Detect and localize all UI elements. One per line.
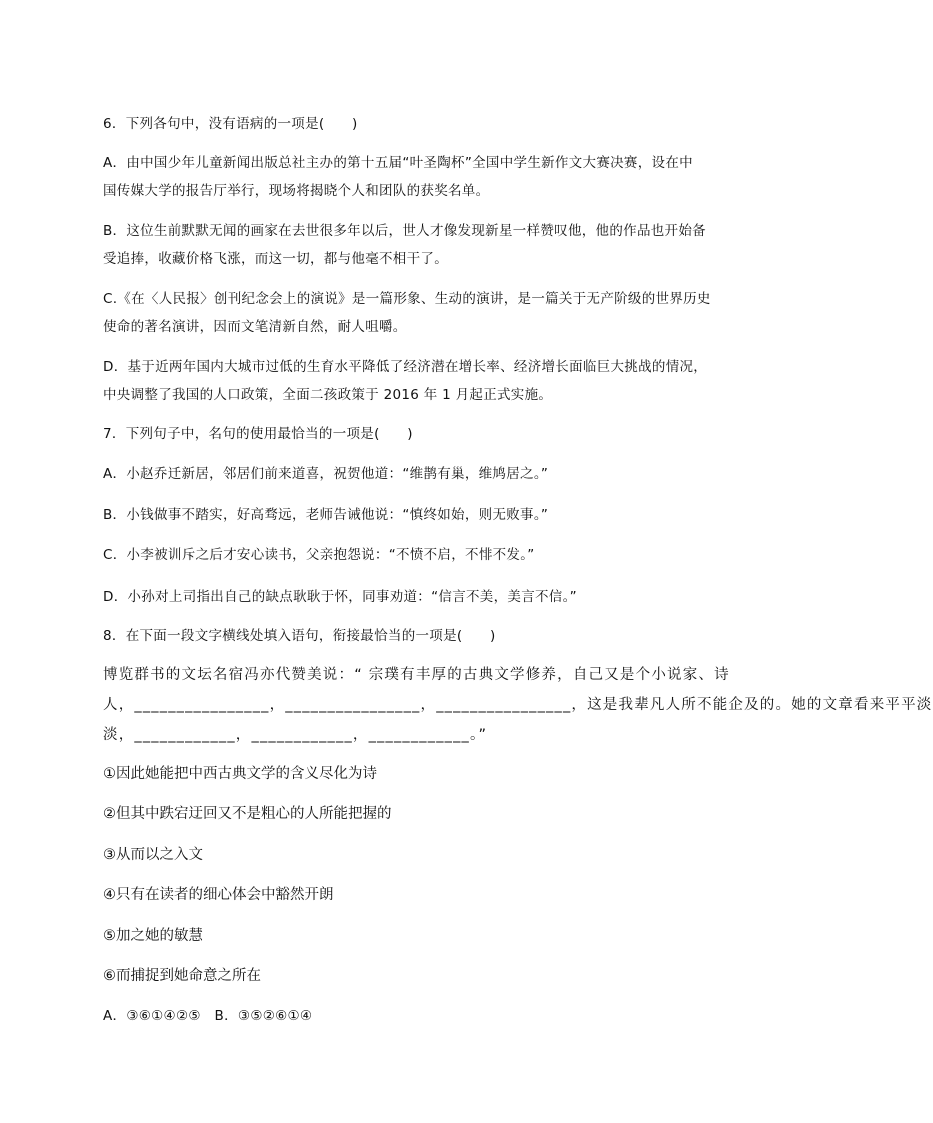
question-6-option-c-line1: C.《在〈人民报〉创刊纪念会上的演说》是一篇形象、生动的演讲，是一篇关于无产阶级的世界历史 <box>103 291 711 307</box>
question-8-sentence-4: ④只有在读者的细心体会中豁然开朗 <box>103 887 334 903</box>
question-6-option-d-line1: D．基于近两年国内大城市过低的生育水平降低了经济潜在增长率、经济增长面临巨大挑战的情况， <box>103 359 708 375</box>
question-6-option-b-line1: B．这位生前默默无闻的画家在去世很多年以后，世人才像发现新星一样赞叹他，他的作品也开始备 <box>103 223 706 239</box>
question-6-option-b-line2: 受追捧，收藏价格飞涨，而这一切，都与他毫不相干了。 <box>103 251 448 267</box>
question-7-stem: 7．下列句子中，名句的使用最恰当的一项是( ) <box>103 426 413 442</box>
question-8-stem: 8．在下面一段文字横线处填入语句，衔接最恰当的一项是( ) <box>103 628 496 644</box>
question-8-sentence-1: ①因此她能把中西古典文学的含义尽化为诗 <box>103 766 377 782</box>
question-8-sentence-2: ②但其中跌宕迂回又不是粗心的人所能把握的 <box>103 806 392 822</box>
question-6-stem: 6．下列各句中，没有语病的一项是( ) <box>103 116 358 132</box>
question-6-option-d-line2: 中央调整了我国的人口政策，全面二孩政策于 2016 年 1 月起正式实施。 <box>103 387 553 403</box>
question-8-sentence-5: ⑤加之她的敏慧 <box>103 928 203 944</box>
question-8-sentence-6: ⑥而捕捉到她命意之所在 <box>103 968 261 984</box>
question-8-passage-line2: 人，________________，________________，________________，这是我辈凡人所不能企及的。她的文章看来平平淡 <box>103 697 933 713</box>
question-8-passage-line3: 淡，____________，____________，____________。” <box>103 727 488 743</box>
question-7-option-a: A．小赵乔迁新居，邻居们前来道喜，祝贺他道：“维鹊有巢，维鸠居之。” <box>103 466 549 482</box>
question-6-option-a-line2: 国传媒大学的报告厅举行，现场将揭晓个人和团队的获奖名单。 <box>103 183 490 199</box>
question-7-option-b: B．小钱做事不踏实，好高骛远，老师告诫他说：“慎终如始，则无败事。” <box>103 507 549 523</box>
question-7-option-d: D．小孙对上司指出自己的缺点耿耿于怀，同事劝道：“信言不美，美言不信。” <box>103 589 577 605</box>
question-7-option-c: C．小李被训斥之后才安心读书，父亲抱怨说：“不愤不启，不悱不发。” <box>103 547 535 563</box>
question-6-option-a-line1: A．由中国少年儿童新闻出版总社主办的第十五届“叶圣陶杯”全国中学生新作文大赛决赛，设在中 <box>103 155 693 171</box>
question-8-passage-line1: 博览群书的文坛名宿冯亦代赞美说：“ 宗璞有丰厚的古典文学修养，自己又是个小说家、诗 <box>103 667 730 683</box>
question-8-answer-options: A．③⑥①④②⑤ B．③⑤②⑥①④ <box>103 1008 313 1024</box>
question-8-sentence-3: ③从而以之入文 <box>103 847 203 863</box>
question-6-option-c-line2: 使命的著名演讲，因而文笔清新自然，耐人咀嚼。 <box>103 319 407 335</box>
